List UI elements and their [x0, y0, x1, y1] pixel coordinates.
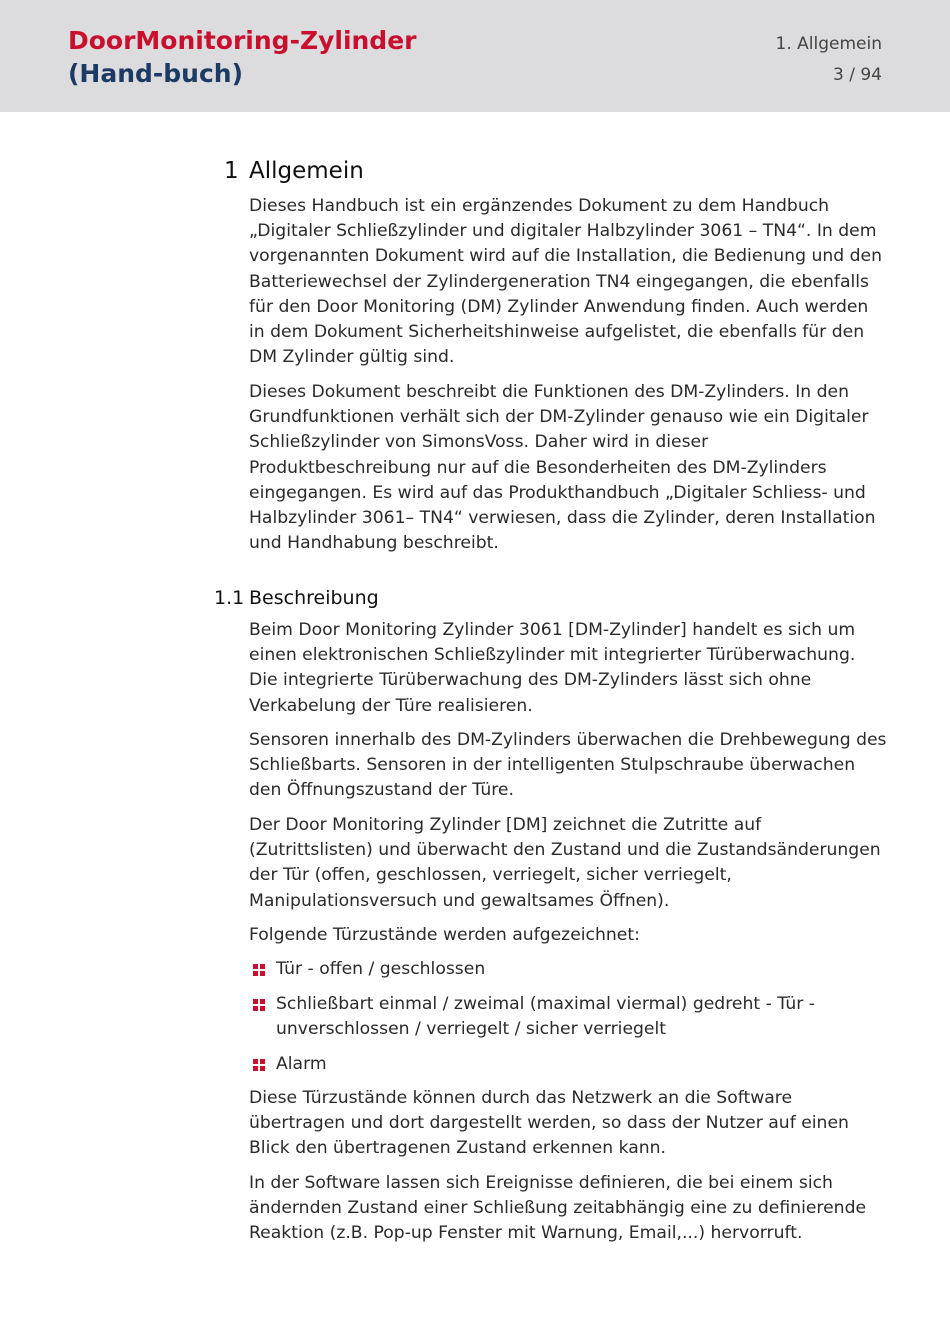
paragraph: Dieses Dokument beschreibt die Funktionen des DM-Zylinders. In den Grundfunktionen verhält sich der DM-Zylinder genauso wie ein Digitaler Schließzylinder von SimonsVoss. Daher wird in dieser Produktbeschreibung nur auf die Besonderheiten des DM-Zylinders eingegangen. Es wird auf das Produkthandbuch „Digitaler Schliess- und Halbzylinder 3061– TN4“ verwiesen, dass die Zylinder, deren Installation und Handhabung beschreibt. — [249, 382, 876, 554]
subsection-heading: Beschreibung — [249, 587, 379, 609]
document-title — [68, 24, 488, 90]
section-number: 1 — [224, 158, 239, 184]
paragraph: Dieses Handbuch ist ein ergänzendes Dokument zu dem Handbuch „Digitaler Schließzylinder und digitaler Halbzylinder 3061 – TN4“. In dem vorgenannten Dokument wird auf die Installation, die Bedienung und den Batteriewechsel der Zylindergeneration TN4 eingegangen, die ebenfalls für den Door Monitoring (DM) Zylinder Anwendung finden. Auch werden in dem Dokument Sicherheitshinweise aufgelistet, die ebenfalls für den DM Zylinder gültig sind. — [249, 196, 882, 368]
subsection-number: 1.1 — [214, 587, 245, 609]
list-item — [249, 957, 869, 982]
section-heading: Allgemein — [249, 158, 364, 184]
bullet-squares-icon — [253, 1059, 265, 1071]
paragraph: Diese Türzustände können durch das Netzwerk an die Software übertragen und dort dargestellt werden, so dass der Nutzer auf einen Blick den übertragenen Zustand erkennen kann. — [249, 1088, 849, 1159]
paragraph: Folgende Türzustände werden aufgezeichnet: — [249, 925, 640, 945]
paragraph: In der Software lassen sich Ereignisse definieren, die bei einem sich ändernden Zustand einer Schließung zeitabhängig eine zu definierende Reaktion (z.B. Pop-up Fenster mit Warnung, Email,...) hervorruft. — [249, 1173, 867, 1244]
list-item — [249, 992, 869, 1042]
chapter-label: 1. Allgemein — [775, 34, 882, 54]
header-meta — [776, 29, 882, 91]
bullet-squares-icon — [253, 964, 265, 976]
list-item-text: Alarm — [276, 1054, 327, 1074]
document-title-product: DoorMonitoring-Zylinder — [68, 26, 417, 55]
list-item — [249, 1052, 869, 1077]
paragraph: Der Door Monitoring Zylinder [DM] zeichnet die Zutritte auf (Zutrittslisten) und überwacht den Zustand und die Zustandsänderungen der Tür (offen, geschlossen, verriegelt, sicher verriegelt, Manipulationsversuch und gewaltsames Öffnen). — [249, 815, 881, 911]
page-header — [0, 0, 950, 112]
paragraph: Beim Door Monitoring Zylinder 3061 [DM-Zylinder] handelt es sich um einen elektronischen Schließzylinder mit integrierter Türüberwachung. Die integrierte Türüberwachung des DM-Zylinders lässt sich ohne Verkabelung der Türe realisieren. — [249, 620, 856, 716]
page-number: 3 / 94 — [833, 65, 882, 85]
list-item-text: Schließbart einmal / zweimal (maximal viermal) gedreht - Tür - unverschlossen / verriegelt / sicher verriegelt — [276, 994, 815, 1040]
bullet-squares-icon — [253, 999, 265, 1011]
list-item-text: Tür - offen / geschlossen — [276, 959, 486, 979]
paragraph: Sensoren innerhalb des DM-Zylinders überwachen die Drehbewegung des Schließbarts. Sensoren in der intelligenten Stulpschraube überwachen den Öffnungszustand der Türe. — [249, 730, 887, 801]
document-title-type: (Hand-buch) — [68, 59, 244, 88]
